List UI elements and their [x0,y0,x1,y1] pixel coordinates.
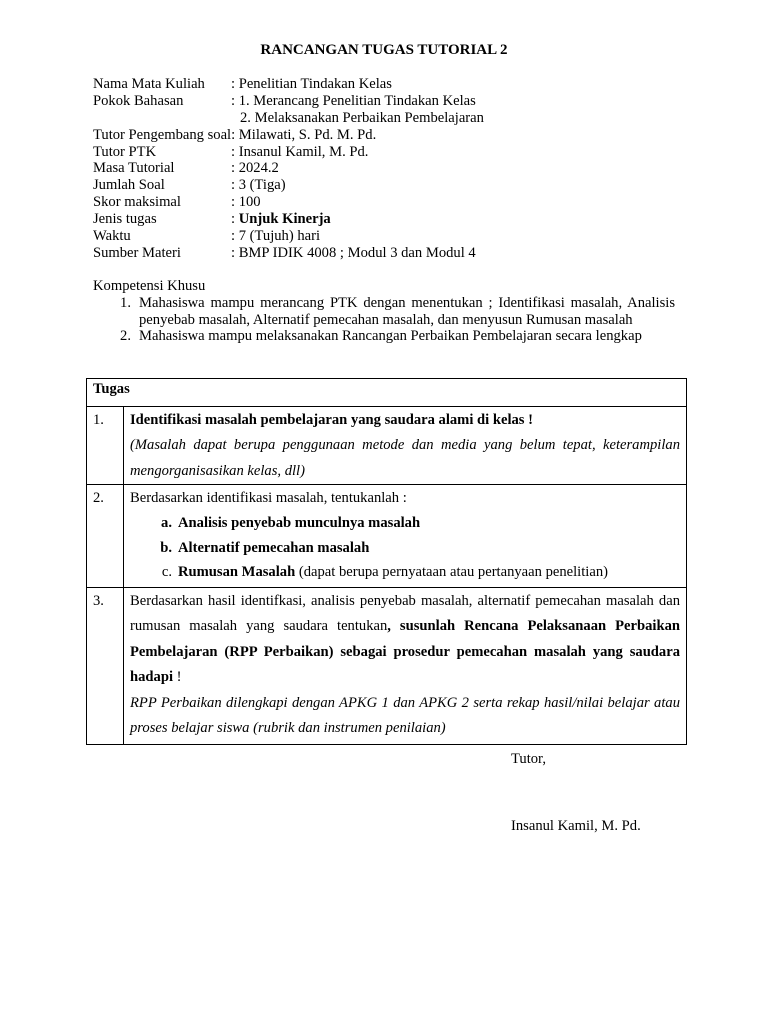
signature-label: Tutor, [511,751,546,767]
term-row [93,160,693,177]
question-count-label: Jumlah Soal [93,177,165,194]
max-score-row [93,194,693,211]
max-score-label: Skor maksimal [93,194,181,211]
subitem-bold-text: Alternatif pemecahan masalah [178,539,370,556]
signature-name: Insanul Kamil, M. Pd. [511,818,641,834]
course-name-row [93,76,693,93]
max-score-value: : 100 [231,194,261,211]
task-type-label: Jenis tugas [93,211,157,228]
developer-tutor: Tutor Pengembang soal: Milawati, S. Pd. M. Pd. [93,126,377,143]
competency-item [93,328,675,345]
task-note: RPP Perbaikan dilengkapi dengan APKG 1 dan APKG 2 serta rekap hasil/nilai belajar atau proses belajar siswa (rubrik dan instrumen penilaian) [130,694,680,736]
table-row [87,484,687,587]
document-title: RANCANGAN TUGAS TUTORIAL 2 [260,42,508,58]
task-table-header-row [87,379,687,407]
subitem-text [178,560,608,585]
source-label: Sumber Materi [93,244,181,261]
task-number: 2. [87,484,124,587]
task-intro: Berdasarkan identifikasi masalah, tentukanlah : [130,489,407,506]
task-note: (Masalah dapat berupa penggunaan metode dan media yang belum tepat, keterampilan mengorganisasikan kelas, dll) [130,437,680,479]
task-table-header: Tugas [87,379,687,407]
duration-label: Waktu [93,228,131,245]
task-main-text: Identifikasi masalah pembelajaran yang saudara alami di kelas ! [130,412,533,428]
task-table [86,378,687,745]
tutor-ptk-value: : Insanul Kamil, M. Pd. [231,143,369,160]
subitem-letter: c. [161,564,172,581]
tutor-ptk-row [93,144,693,161]
task-plain-text: Berdasarkan hasil identifkasi, analisis penyebab masalah, alternatif pemecahan masalah dan rumusan masalah yang saudara tentukan [130,592,680,635]
competency-section [93,278,675,345]
source-value: : BMP IDIK 4008 ; Modul 3 dan Modul 4 [231,244,476,261]
task-type-row [93,211,693,228]
task-subitem [130,560,680,585]
course-name-value: : Penelitian Tindakan Kelas [231,76,392,92]
task-type-value-wrap [231,211,693,228]
task-content [124,484,687,587]
task-subitem [130,536,680,561]
competency-number: 1. [120,295,131,311]
task-number: 3. [87,587,124,745]
term-value: : 2024.2 [231,160,279,177]
task-end-text: ! [173,669,182,686]
duration-row [93,228,693,245]
competency-text: Mahasiswa mampu melaksanakan Rancangan Perbaikan Pembelajaran secara lengkap [139,328,642,344]
topic-value-1: : 1. Merancang Penelitian Tindakan Kelas [231,92,476,109]
subitem-bold-text: Analisis penyebab munculnya masalah [178,515,421,532]
question-count-row [93,177,693,194]
task-type-prefix: : [231,211,239,228]
task-main-paragraph [130,589,680,691]
task-type-value: Unjuk Kinerja [238,211,331,228]
subitem-rest-text: (dapat berupa pernyataan atau pertanyaan penelitian) [295,564,608,581]
task-content [124,407,687,485]
table-row [87,407,687,485]
task-bold-text: , susunlah Rencana Pelaksanaan Perbaikan Pembelajaran (RPP Perbaikan) sebagai prosedur pemecahan masalah yang saudara hadapi [130,618,680,686]
course-info [93,76,693,262]
competency-heading: Kompetensi Khusu [93,278,206,294]
question-count-value: : 3 (Tiga) [231,177,286,194]
duration-value: : 7 (Tujuh) hari [231,228,321,245]
topic-label: Pokok Bahasan [93,92,184,109]
topic-value-2: 2. Melaksanakan Perbaikan Pembelajaran [240,109,484,126]
topic-row [93,93,693,110]
competency-item [93,295,675,328]
task-content [124,587,687,745]
subitem-bold-text: Rumusan Masalah [178,564,296,581]
task-number: 1. [87,407,124,485]
subitem-letter: b. [160,539,172,556]
term-label: Masa Tutorial [93,160,175,177]
table-row [87,587,687,745]
competency-text: Mahasiswa mampu merancang PTK dengan menentukan ; Identifikasi masalah, Analisis penyebab masalah, Alternatif pemecahan masalah, dan menyusun Rumusan masalah [139,295,675,328]
course-name-label: Nama Mata Kuliah [93,76,205,92]
subitem-letter: a. [161,515,172,532]
tutor-ptk-label: Tutor PTK [93,143,157,160]
competency-number: 2. [120,328,131,344]
task-subitem [130,511,680,536]
source-row [93,245,693,262]
